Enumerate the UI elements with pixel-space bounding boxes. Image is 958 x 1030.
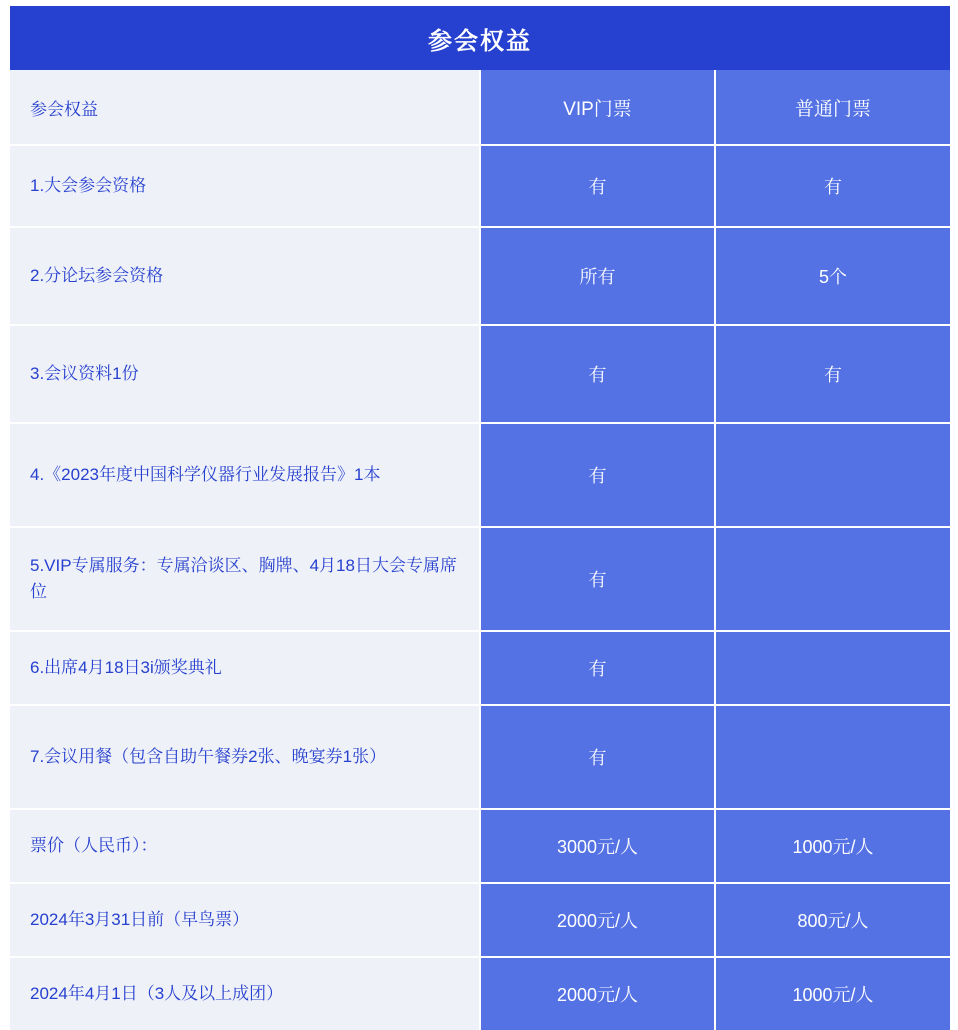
table-title: 参会权益: [10, 6, 950, 70]
normal-value: 有: [715, 325, 950, 423]
benefit-label: 7.会议用餐（包含自助午餐券2张、晚宴券1张）: [10, 705, 480, 809]
table-row: [10, 883, 950, 957]
vip-value: 有: [480, 527, 715, 631]
column-header-feature: 参会权益: [10, 70, 480, 145]
table-row: [10, 809, 950, 883]
normal-value: 5个: [715, 227, 950, 325]
benefit-label: 票价（人民币）：: [10, 809, 480, 883]
table-row: [10, 527, 950, 631]
table-row: [10, 325, 950, 423]
benefit-label: 2024年3月31日前（早鸟票）: [10, 883, 480, 957]
table-header-row: [10, 70, 950, 145]
table-title-row: [10, 6, 950, 70]
benefit-label: 2.分论坛参会资格: [10, 227, 480, 325]
vip-value: 3000元/人: [480, 809, 715, 883]
normal-value: 有: [715, 145, 950, 227]
vip-value: 有: [480, 145, 715, 227]
normal-value: [715, 527, 950, 631]
vip-value: 2000元/人: [480, 883, 715, 957]
table-row: [10, 145, 950, 227]
table-row: [10, 423, 950, 527]
column-header-normal: 普通门票: [715, 70, 950, 145]
table-row: [10, 705, 950, 809]
benefit-label: 3.会议资料1份: [10, 325, 480, 423]
normal-value: [715, 423, 950, 527]
table-row: [10, 631, 950, 705]
vip-value: 所有: [480, 227, 715, 325]
conference-benefits-table: [10, 6, 950, 1030]
vip-value: 2000元/人: [480, 957, 715, 1030]
normal-value: 1000元/人: [715, 809, 950, 883]
benefit-label: 1.大会参会资格: [10, 145, 480, 227]
vip-value: 有: [480, 705, 715, 809]
table-row: [10, 227, 950, 325]
vip-value: 有: [480, 423, 715, 527]
normal-value: 800元/人: [715, 883, 950, 957]
vip-value: 有: [480, 631, 715, 705]
benefit-label: 2024年4月1日（3人及以上成团）: [10, 957, 480, 1030]
table-row: [10, 957, 950, 1030]
vip-value: 有: [480, 325, 715, 423]
column-header-vip: VIP门票: [480, 70, 715, 145]
normal-value: 1000元/人: [715, 957, 950, 1030]
benefit-label: 5.VIP专属服务：专属洽谈区、胸牌、4月18日大会专属席位: [10, 527, 480, 631]
benefit-label: 6.出席4月18日3i颁奖典礼: [10, 631, 480, 705]
normal-value: [715, 631, 950, 705]
normal-value: [715, 705, 950, 809]
table-body: [10, 6, 950, 1030]
benefit-label: 4.《2023年度中国科学仪器行业发展报告》1本: [10, 423, 480, 527]
